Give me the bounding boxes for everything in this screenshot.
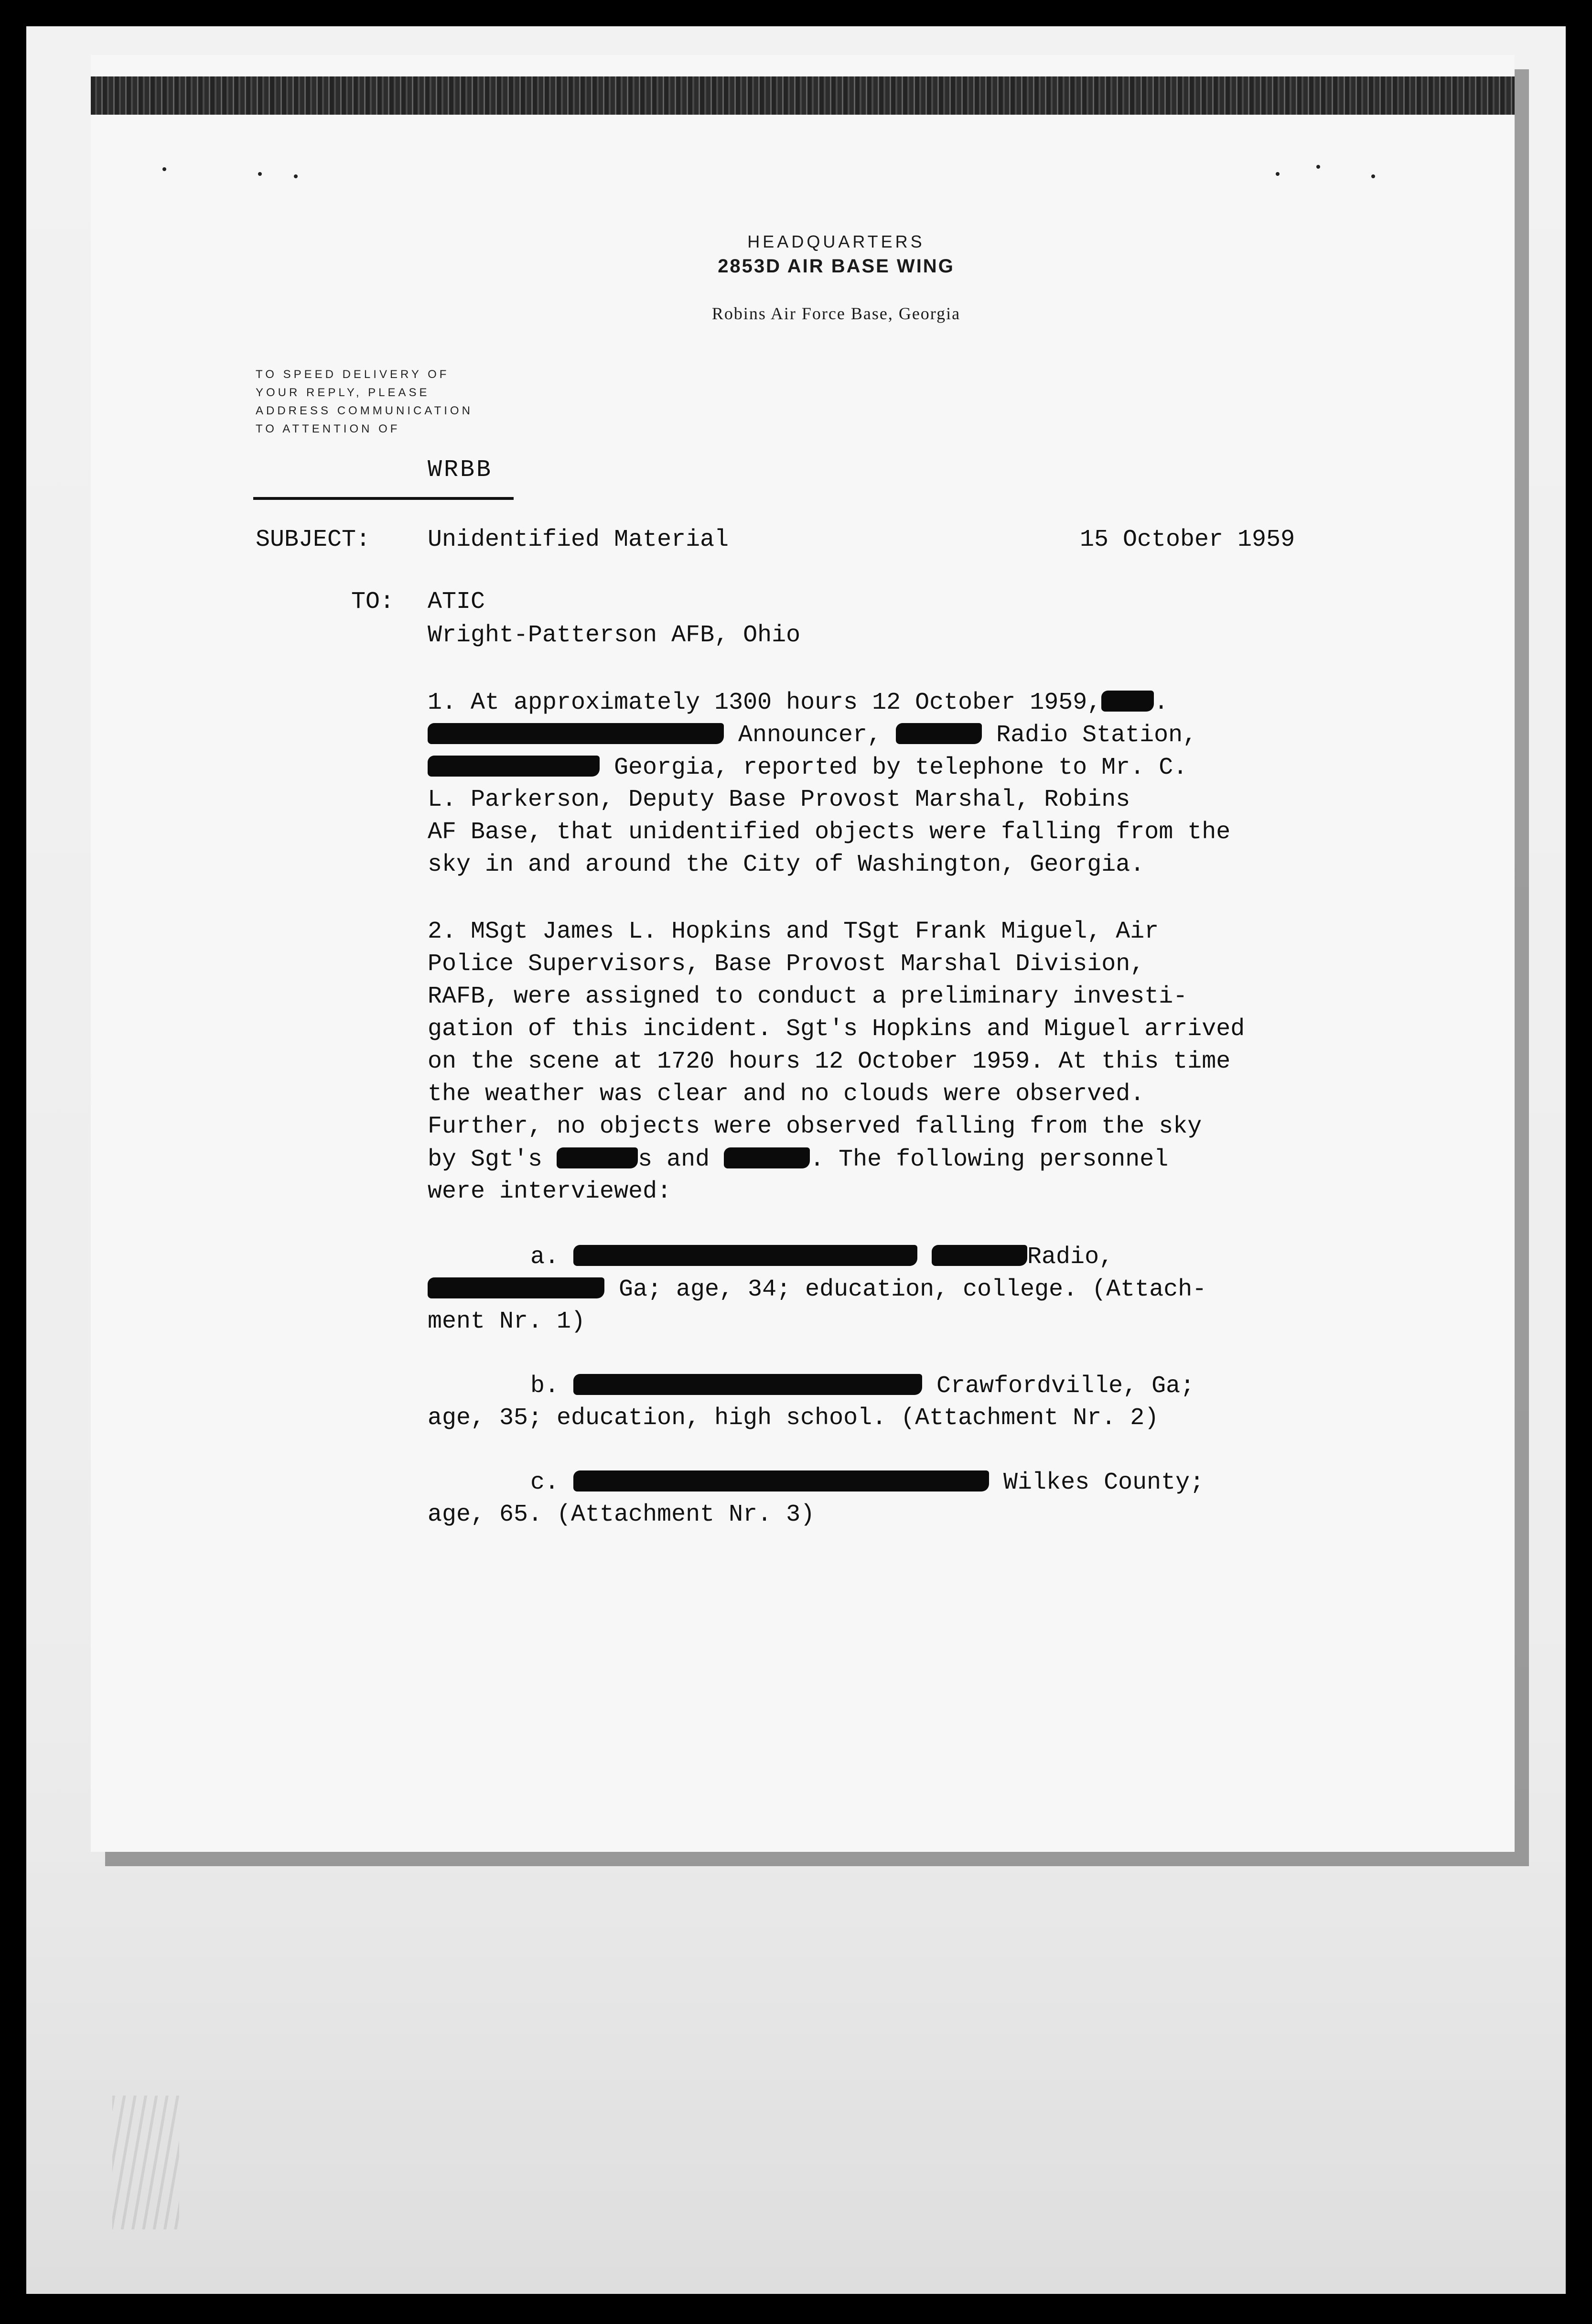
para1-line: sky in and around the City of Washington, Georgia. [428, 851, 1145, 878]
item-text: Wilkes County; [1003, 1469, 1205, 1496]
reply-instruction-line: TO ATTENTION OF [256, 422, 400, 435]
dust-speck [258, 172, 262, 176]
para2-line: gation of this incident. Sgt's Hopkins and Miguel arrived [428, 1016, 1245, 1043]
item-text: Crawfordville, Ga; [936, 1373, 1195, 1400]
redaction-bar [724, 1147, 810, 1168]
item-label: c. [530, 1469, 559, 1496]
office-symbol-underline [253, 497, 514, 500]
item-b-line: age, 35; education, high school. (Attachment Nr. 2) [428, 1405, 1159, 1432]
para1-text: Announcer, [738, 722, 882, 749]
redaction-bar [573, 1245, 917, 1266]
letterhead-headquarters: HEADQUARTERS [747, 232, 925, 251]
dust-speck [1276, 172, 1280, 176]
item-b-line [530, 1374, 1194, 1398]
reply-instruction [256, 366, 473, 438]
redaction-bar [573, 1470, 989, 1492]
redaction-bar [573, 1374, 922, 1395]
letter-date: 15 October 1959 [1080, 526, 1295, 553]
redaction-bar [428, 756, 600, 777]
para2-text: by Sgt's [428, 1146, 543, 1173]
redaction-bar [428, 1277, 604, 1298]
item-a-line: ment Nr. 1) [428, 1308, 586, 1335]
reply-instruction-line: YOUR REPLY, PLEASE [256, 386, 430, 399]
dust-speck [162, 167, 166, 171]
subject-label: SUBJECT: [256, 526, 371, 553]
office-symbol: WRBB [428, 456, 493, 484]
para1-line [428, 723, 1197, 747]
item-c-line [530, 1470, 1204, 1495]
para2-line: the weather was clear and no clouds were observed. [428, 1081, 1145, 1108]
item-label: a. [530, 1243, 559, 1271]
redaction-bar [557, 1147, 638, 1168]
para1-text: Radio Station, [996, 722, 1197, 749]
reply-instruction-line: TO SPEED DELIVERY OF [256, 368, 450, 381]
to-label: TO: [351, 588, 395, 616]
para1-line: 1. At approximately 1300 hours 12 October 1959, . [428, 689, 1169, 716]
scan-artifact-band [91, 76, 1515, 115]
item-c-line: age, 65. (Attachment Nr. 3) [428, 1501, 815, 1528]
reply-instruction-line: ADDRESS COMMUNICATION [256, 404, 473, 417]
item-a-line [428, 1277, 1206, 1302]
item-a-line [530, 1245, 1113, 1269]
subject-text: Unidentified Material [428, 526, 729, 553]
para2-line: RAFB, were assigned to conduct a preliminary investi- [428, 983, 1188, 1010]
para2-line: 2. MSgt James L. Hopkins and TSgt Frank Miguel, Air [428, 918, 1159, 945]
redaction-bar [932, 1245, 1027, 1266]
to-line: ATIC [428, 588, 485, 616]
para2-line: Police Supervisors, Base Provost Marshal Division, [428, 951, 1145, 978]
dust-speck [1371, 174, 1375, 178]
redaction-bar [896, 723, 982, 744]
para1-text: Georgia, reported by telephone to Mr. C. [614, 754, 1188, 781]
microfilm-frame [26, 26, 1566, 2294]
para2-text: . The following personnel [810, 1146, 1169, 1173]
dust-speck [1316, 165, 1320, 169]
to-line: Wright-Patterson AFB, Ohio [428, 622, 801, 649]
para1-line: AF Base, that unidentified objects were falling from the [428, 819, 1231, 846]
redaction-bar [428, 723, 724, 744]
letterhead-base: Robins Air Force Base, Georgia [711, 304, 961, 323]
para2-text: s and [638, 1146, 710, 1173]
item-label: b. [530, 1373, 559, 1400]
para2-line: Further, no objects were observed falling from the sky [428, 1113, 1202, 1140]
item-text: Ga; age, 34; education, college. (Attach- [619, 1276, 1207, 1303]
dust-speck [294, 174, 298, 178]
redaction-bar [1101, 691, 1154, 712]
film-smudge [112, 2096, 179, 2229]
para2-line: were interviewed: [428, 1178, 672, 1205]
letter-sheet [91, 55, 1515, 1852]
item-text: Radio, [1027, 1243, 1114, 1271]
para1-line [428, 756, 1187, 780]
para2-line [428, 1147, 1168, 1172]
film-lower-area [26, 1861, 1566, 2294]
para1-text: 1. At approximately 1300 hours 12 October 1959, [428, 689, 1102, 716]
letterhead-wing: 2853D AIR BASE WING [718, 256, 955, 277]
para1-line: L. Parkerson, Deputy Base Provost Marshal, Robins [428, 786, 1130, 813]
para2-line: on the scene at 1720 hours 12 October 1959. At this time [428, 1048, 1231, 1075]
